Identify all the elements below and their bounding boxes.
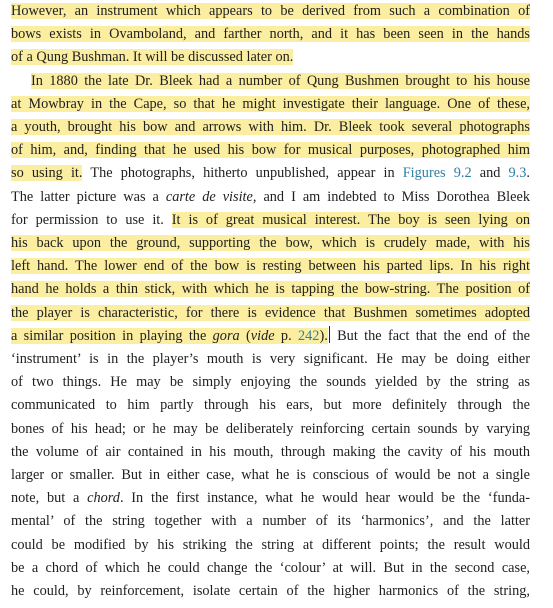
- figure-link[interactable]: Figures 9.2: [402, 165, 472, 182]
- highlighted-text: (: [239, 327, 251, 344]
- text-line: [11, 418, 530, 440]
- text-line: [11, 580, 530, 602]
- text-segment: carte de visite: [165, 188, 253, 205]
- highlighted-text: In 1880 the late Dr. Bleek had a number of Qung Bushmen brought to his house: [31, 72, 530, 89]
- highlighted-text: of him, and, finding that he used his bow for musical purposes, photographed him: [11, 142, 530, 159]
- figure-link[interactable]: 242: [298, 327, 320, 344]
- text-segment: for permission to use it.: [11, 211, 172, 228]
- text-line: [11, 162, 530, 184]
- figure-link[interactable]: 9.3: [508, 165, 527, 182]
- highlighted-text: a youth, brought his bow and arrows with him. Dr. Bleek took several photographs: [11, 119, 530, 135]
- text-line: [11, 464, 530, 486]
- text-segment: bones of his head; or he may be deliberately reinforcing certain sounds by varying: [11, 420, 530, 437]
- text-segment: he could, by reinforcement, isolate certain of the higher harmonics of the string,: [11, 583, 530, 599]
- text-segment: and: [471, 165, 509, 182]
- text-segment: , and I am indebted to Miss Dorothea Bleek: [252, 188, 530, 205]
- text-line: [11, 534, 530, 556]
- text-segment: note, but a: [11, 490, 88, 507]
- text-line: [11, 302, 530, 324]
- text-line: [11, 278, 530, 300]
- highlighted-text: at Mowbray in the Cape, so that he might investigate their language. One of these,: [11, 95, 530, 112]
- text-segment: the volume of air contained in his mouth, through making the cavity of his mouth: [11, 443, 530, 460]
- text-segment: be a chord of which he could change the ‘colour’ at will. But in the second case,: [11, 559, 530, 576]
- text-line: [11, 394, 530, 416]
- text-line: [11, 46, 530, 68]
- text-line: [11, 116, 530, 138]
- text-line: [11, 441, 530, 463]
- text-line: [11, 255, 530, 277]
- highlighted-text: vide: [250, 327, 275, 344]
- text-segment: The latter picture was a: [11, 188, 166, 205]
- text-segment: .: [526, 165, 530, 182]
- text-line: [11, 93, 530, 115]
- text-segment: The photographs, hitherto unpublished, appear in: [82, 165, 403, 182]
- highlighted-text: gora: [212, 327, 240, 344]
- highlighted-text: his back upon the ground, supporting the bow, which is crudely made, with his: [11, 235, 530, 251]
- text-line: [11, 557, 530, 579]
- text-segment: of two things. He may be simply enjoying the sounds yielded by the string as: [11, 374, 530, 391]
- text-segment: chord: [87, 490, 120, 507]
- text-line: [31, 70, 530, 92]
- text-line: [11, 371, 530, 393]
- text-segment: . In the first instance, what he would hear would be the ‘funda-: [119, 490, 530, 507]
- text-line: [11, 186, 530, 208]
- highlighted-text: ).: [319, 327, 328, 344]
- highlighted-text: a similar position in playing the: [11, 327, 213, 344]
- text-line: [11, 23, 530, 45]
- text-segment: communicated to him partly through his ears, but more definitely through the: [11, 397, 530, 414]
- text-segment: larger or smaller. But in either case, what he is conscious of would be not a single: [11, 467, 530, 483]
- text-line: [11, 209, 530, 231]
- text-line: [11, 510, 530, 532]
- text-line: [11, 139, 530, 161]
- highlighted-text: However, an instrument which appears to be derived from such a combination of: [11, 3, 530, 19]
- highlighted-text: It is of great musical interest. The boy is seen lying on: [171, 211, 530, 228]
- text-segment: mental’ of the string together with a number of its ‘harmonics’, and the latter: [11, 513, 530, 530]
- text-line: [11, 0, 530, 22]
- text-segment: ‘instrument’ is in the player’s mouth is very significant. He may be doing either: [11, 351, 530, 367]
- highlighted-text: the player is characteristic, for there is evidence that Bushmen sometimes adopted: [11, 304, 530, 321]
- highlighted-text: of a Qung Bushman. It will be discussed later on.: [11, 49, 294, 66]
- text-line: [11, 232, 530, 254]
- text-cursor: [329, 326, 330, 343]
- highlighted-text: hand he holds a thin stick, with which he is tapping the bow-string. The position of: [11, 281, 530, 298]
- text-segment: But the fact that the end of the: [330, 327, 530, 344]
- highlighted-text: bows exists in Ovamboland, and farther north, and it has been seen in the hands: [11, 26, 530, 43]
- highlighted-text: so using it.: [11, 165, 83, 182]
- highlighted-text: left hand. The lower end of the bow is resting between his parted lips. In his right: [11, 258, 530, 275]
- text-line: [11, 325, 530, 347]
- text-segment: could be modified by his striking the string at different points; the result would: [11, 536, 530, 553]
- highlighted-text: p.: [274, 327, 298, 344]
- text-line: [11, 487, 530, 509]
- text-line: [11, 348, 530, 370]
